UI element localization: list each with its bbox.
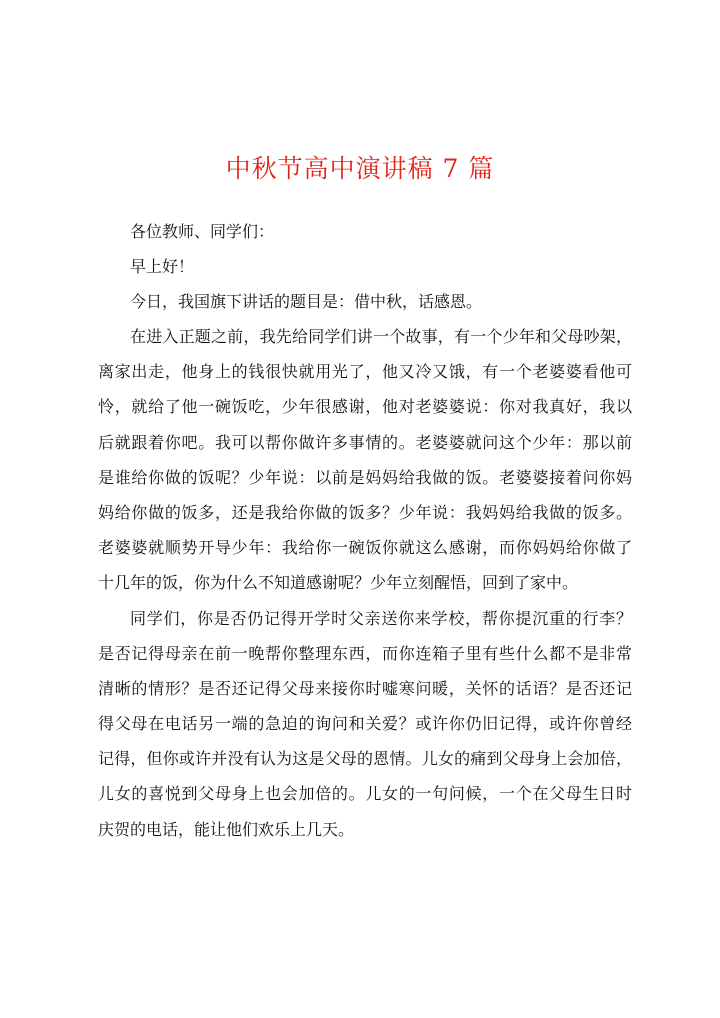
- paragraph-line: 是谁给你做的饭呢？少年说：以前是妈妈给我做的饭。老婆婆接着问你妈: [98, 467, 632, 487]
- paragraph-line: 妈给你做的饭多，还是我给你做的饭多？少年说：我妈妈给我做的饭多。: [98, 502, 632, 522]
- paragraph-line: 离家出走，他身上的钱很快就用光了，他又冷又饿，有一个老婆婆看他可: [98, 362, 632, 382]
- intro-line: 今日，我国旗下讲话的题目是：借中秋，话感恩。: [130, 292, 483, 311]
- paragraph-line: 十几年的饭，你为什么不知道感谢呢？少年立刻醒悟，回到了家中。: [98, 573, 579, 593]
- paragraph-line: 庆贺的电话，能让他们欢乐上几天。: [98, 819, 355, 839]
- paragraph-line: 后就跟着你吧。我可以帮你做许多事情的。老婆婆就问这个少年：那以前: [98, 432, 632, 452]
- paragraph-line: 在进入正题之前，我先给同学们讲一个故事，有一个少年和父母吵架，: [130, 327, 632, 346]
- paragraph-line: 得父母在电话另一端的急迫的询问和关爱？或许你仍旧记得，或许你曾经: [98, 714, 632, 734]
- paragraph-line: 清晰的情形？是否还记得父母来接你时嘘寒问暖，关怀的话语？是否还记: [98, 678, 632, 698]
- paragraph-line: 老婆婆就顺势开导少年：我给你一碗饭你就这么感谢，而你妈妈给你做了: [98, 538, 632, 558]
- paragraph-line: 怜，就给了他一碗饭吃，少年很感谢，他对老婆婆说：你对我真好，我以: [98, 397, 632, 417]
- paragraph-line: 记得，但你或许并没有认为这是父母的恩情。儿女的痛到父母身上会加倍，: [98, 749, 632, 769]
- paragraph-memory: [98, 605, 632, 851]
- paragraph-line: 同学们，你是否仍记得开学时父亲送你来学校，帮你提沉重的行李？: [130, 608, 632, 628]
- paragraph-line: 是否记得母亲在前一晚帮你整理东西，而你连箱子里有些什么都不是非常: [98, 643, 632, 663]
- document-body: [98, 218, 632, 851]
- document-title: 中秋节高中演讲稿 7 篇: [225, 154, 495, 183]
- greeting-morning: 早上好！: [130, 257, 195, 276]
- paragraph-line: 儿女的喜悦到父母身上也会加倍的。儿女的一句问候，一个在父母生日时: [98, 784, 632, 804]
- greeting-audience: 各位教师、同学们：: [130, 222, 275, 241]
- paragraph-story: [98, 323, 632, 605]
